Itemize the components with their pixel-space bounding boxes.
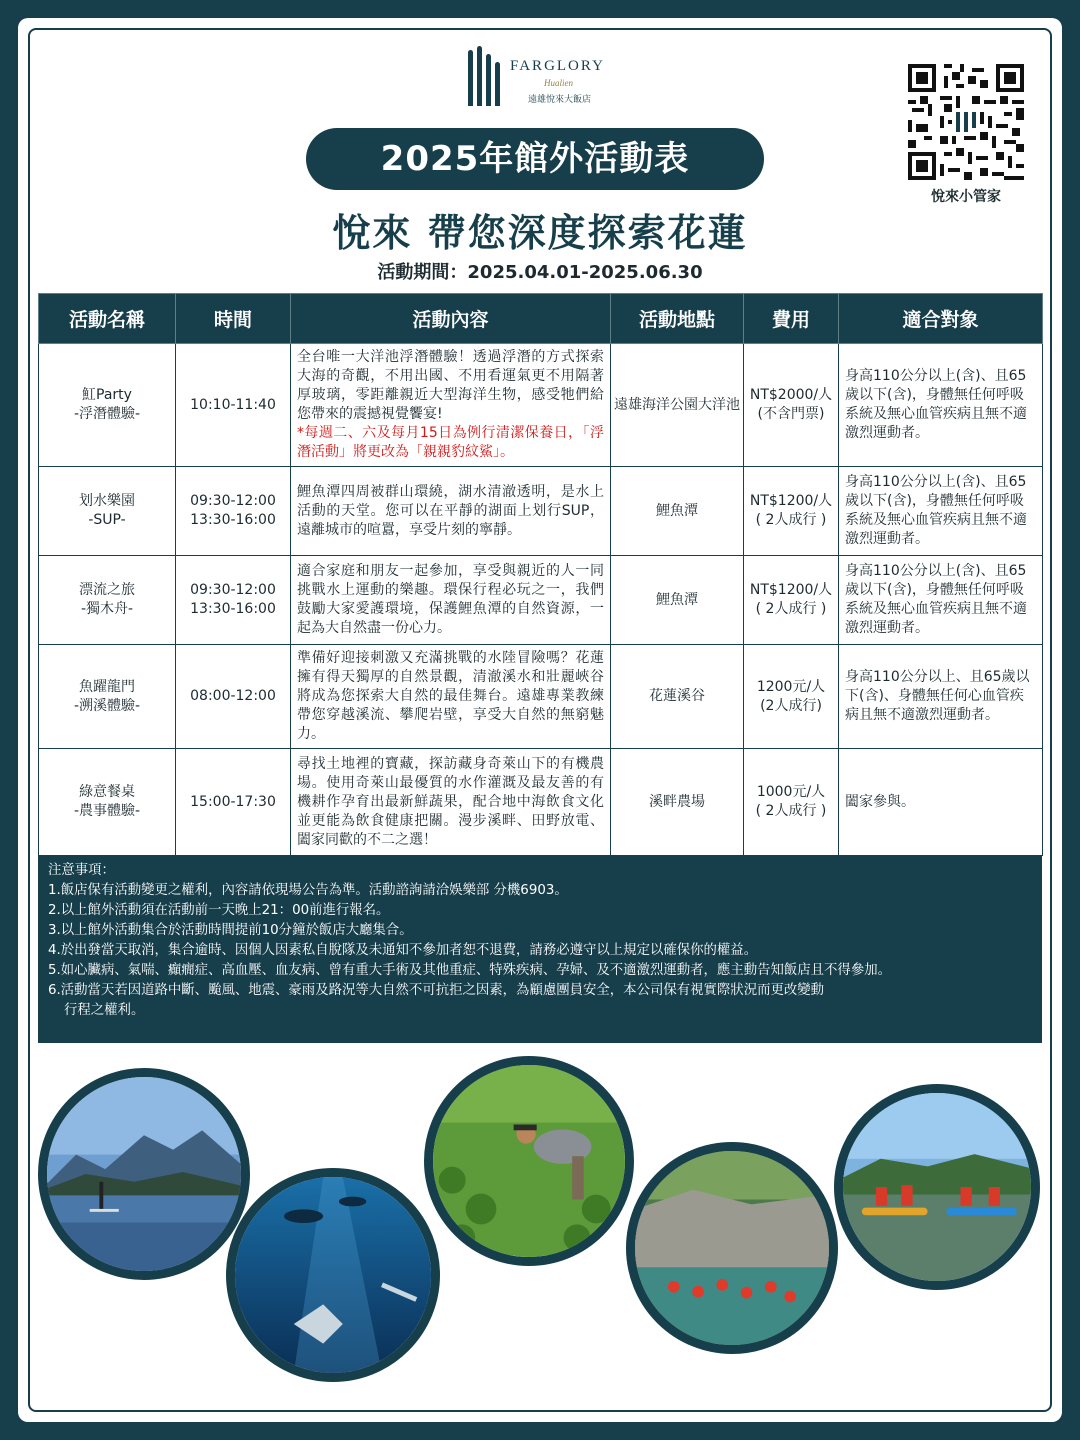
activity-location: 鯉魚潭	[611, 467, 744, 556]
activity-location: 鯉魚潭	[611, 556, 744, 645]
farm-photo	[424, 1056, 634, 1266]
activity-fee: NT$2000/人 (不含門票)	[744, 344, 839, 467]
brand-chinese: 遠雄悅來大飯店	[528, 95, 592, 105]
activity-target: 身高110公分以上、且65歲以下(含)、身體無任何心血管疾病且無不適激烈運動者。	[839, 645, 1043, 749]
notes-box	[38, 855, 1042, 1043]
qr-code-icon	[908, 64, 1024, 180]
activity-description: 全台唯一大洋池浮潛體驗！透過浮潛的方式探索大海的奇觀，不用出國、不用看運氣更不用隔著厚玻璃，零距離親近大型海洋生物，感受牠們給您帶來的震撼視覺饗宴! *每週二、六及每月15日為例行清潔保養日，「浮潛活動」將更改為「親親豹紋鯊」。	[291, 344, 611, 467]
column-header-location: 活動地點	[611, 294, 744, 344]
activity-time: 08:00-12:00	[176, 645, 291, 749]
page-subtitle: 悅來 帶您深度探索花蓮	[332, 211, 748, 255]
snorkeling-photo	[226, 1168, 440, 1382]
activity-period: 活動期間：2025.04.01-2025.06.30	[377, 262, 703, 283]
activity-description: 尋找土地裡的寶藏，探訪藏身奇萊山下的有機農場。使用奇萊山最優質的水作灌溉及最友善的有機耕作孕育出最新鮮蔬果，配合地中海飲食文化並更能為飲食健康把關。漫步溪畔、田野放電、闔家同歡的不二之選！	[291, 749, 611, 856]
note-item: 4.於出發當天取消，集合逾時、因個人因素私自脫隊及未通知不參加者恕不退費，請務必遵守以上規定以確保你的權益。	[48, 943, 758, 958]
column-header-target: 適合對象	[839, 294, 1043, 344]
table-header-row	[39, 294, 1043, 344]
activity-time: 15:00-17:30	[176, 749, 291, 856]
activity-name: 綠意餐桌 -農事體驗-	[39, 749, 176, 856]
column-header-time: 時間	[176, 294, 291, 344]
activity-location: 溪畔農場	[611, 749, 744, 856]
activity-name: 魚躍龍門 -溯溪體驗-	[39, 645, 176, 749]
sup-lake-photo	[38, 1068, 250, 1280]
qr-code[interactable]	[908, 64, 1024, 180]
column-header-fee: 費用	[744, 294, 839, 344]
farglory-logo	[466, 44, 636, 114]
note-item: 2.以上館外活動須在活動前一天晚上21：00前進行報名。	[48, 903, 390, 918]
activity-name: 划水樂園 -SUP-	[39, 467, 176, 556]
activity-target: 身高110公分以上(含)、且65歲以下(含)，身體無任何呼吸系統及無心血管疾病且無不適激烈運動者。	[839, 467, 1043, 556]
activity-time: 09:30-12:00 13:30-16:00	[176, 556, 291, 645]
table-row	[39, 645, 1043, 749]
brand-name: FARGLORY	[510, 58, 605, 74]
activity-fee: NT$1200/人 ( 2人成行 )	[744, 467, 839, 556]
activity-time: 10:10-11:40	[176, 344, 291, 467]
table-row	[39, 556, 1043, 645]
activity-description: 適合家庭和朋友一起參加，享受與親近的人一同挑戰水上運動的樂趣。環保行程必玩之一，我們鼓勵大家愛護環境，保護鯉魚潭的自然資源，一起為大自然盡一份心力。	[291, 556, 611, 645]
page-title: 2025年館外活動表	[306, 128, 764, 190]
activity-fee: 1200元/人 (2人成行)	[744, 645, 839, 749]
activity-location: 遠雄海洋公園大洋池	[611, 344, 744, 467]
brand-script: Hualien	[544, 78, 573, 88]
qr-caption: 悅來小管家	[931, 189, 1001, 205]
kayak-photo	[834, 1084, 1040, 1290]
cleaning-notice: *每週二、六及每月15日為例行清潔保養日，「浮潛活動」將更改為「親親豹紋鯊」。	[297, 425, 604, 460]
activity-target: 身高110公分以上(含)、且65歲以下(含)，身體無任何呼吸系統及無心血管疾病且無不適激烈運動者。	[839, 344, 1043, 467]
note-item: 6.活動當天若因道路中斷、颱風、地震、豪雨及路況等大自然不可抗拒之因素，為顧慮團員安全，本公司保有視實際狀況而更改變動	[48, 983, 825, 998]
activity-target: 闔家參與。	[839, 749, 1043, 856]
activity-fee: NT$1200/人 ( 2人成行 )	[744, 556, 839, 645]
table-row	[39, 344, 1043, 467]
activity-name: 魟Party -浮潛體驗-	[39, 344, 176, 467]
column-header-name: 活動名稱	[39, 294, 176, 344]
column-header-content: 活動內容	[291, 294, 611, 344]
activity-time: 09:30-12:00 13:30-16:00	[176, 467, 291, 556]
activity-description: 鯉魚潭四周被群山環繞，湖水清澈透明，是水上活動的天堂。您可以在平靜的湖面上划行SUP，遠離城市的喧囂，享受片刻的寧靜。	[291, 467, 611, 556]
activity-fee: 1000元/人 ( 2人成行 )	[744, 749, 839, 856]
note-item: 3.以上館外活動集合於活動時間提前10分鐘於飯店大廳集合。	[48, 923, 413, 938]
activity-name: 漂流之旅 -獨木舟-	[39, 556, 176, 645]
activity-description: 準備好迎接刺激又充滿挑戰的水陸冒險嗎？花蓮擁有得天獨厚的自然景觀，清澈溪水和壯麗峽谷將成為您探索大自然的最佳舞台。遠雄專業教練帶您穿越溪流、攀爬岩壁，享受大自然的無窮魅力。	[291, 645, 611, 749]
note-item: 5.如心臟病、氣喘、癲癇症、高血壓、血友病、曾有重大手術及其他重症、特殊疾病、孕婦、及不適激烈運動者，應主動告知飯店且不得參加。	[48, 963, 891, 978]
river-trekking-photo	[626, 1142, 838, 1354]
activity-target: 身高110公分以上(含)、且65歲以下(含)，身體無任何呼吸系統及無心血管疾病且無不適激烈運動者。	[839, 556, 1043, 645]
logo-mark-icon	[466, 46, 506, 106]
table-row	[39, 467, 1043, 556]
table-row	[39, 749, 1043, 856]
notes-heading: 注意事項：	[48, 863, 115, 878]
activity-schedule-table	[38, 293, 1043, 856]
note-item-continuation: 行程之權利。	[64, 1003, 145, 1018]
note-item: 1.飯店保有活動變更之權利，內容請依現場公告為準。活動諮詢請洽娛樂部 分機6903。	[48, 883, 568, 898]
activity-location: 花蓮溪谷	[611, 645, 744, 749]
